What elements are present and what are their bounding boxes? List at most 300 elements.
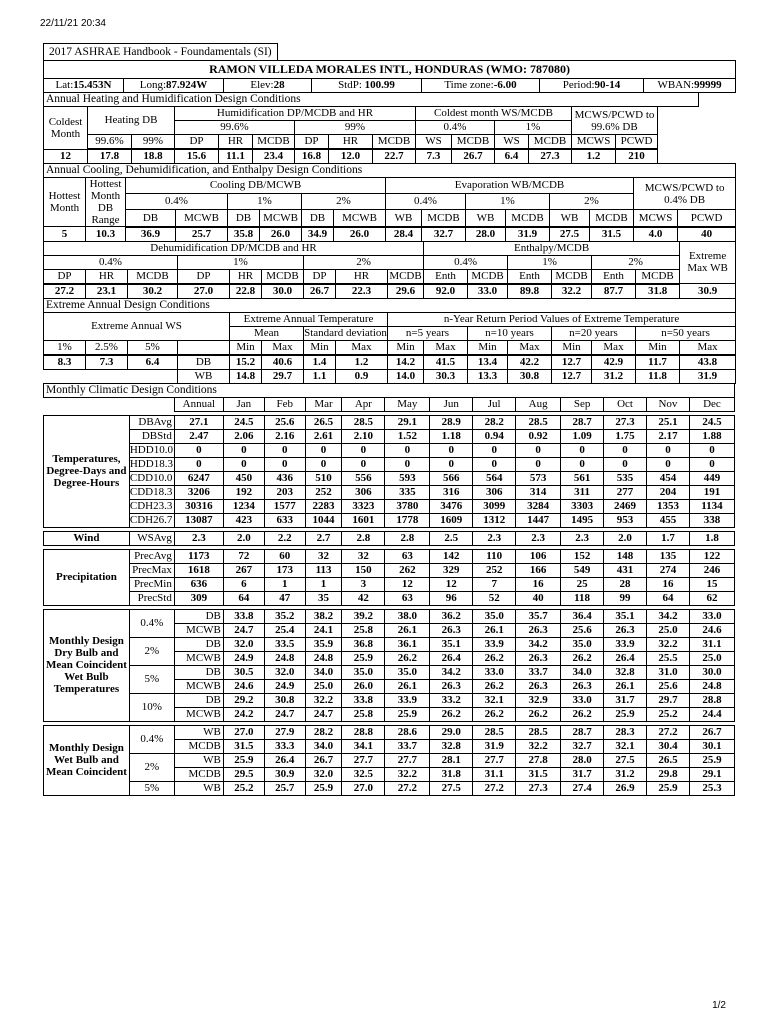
latitude: Lat:15.453N xyxy=(44,79,124,93)
monthly-value: 0 xyxy=(342,443,385,457)
heating-table xyxy=(43,92,735,164)
dehum-value: 32.2 xyxy=(552,284,592,299)
dehum-value: 23.1 xyxy=(86,284,128,299)
monthly-value: 6 xyxy=(223,577,264,591)
pct-header: 2% xyxy=(304,255,424,269)
monthly-value: 27.2 xyxy=(473,781,516,795)
row-label: CDH23.3 xyxy=(129,499,173,512)
monthly-value: 27.4 xyxy=(561,781,604,795)
month-header: Nov xyxy=(646,397,689,411)
monthly-value: 24.8 xyxy=(264,651,305,665)
period: Period:90-14 xyxy=(540,79,644,93)
monthly-value: 31.1 xyxy=(689,637,734,651)
monthly-value: 36.2 xyxy=(430,609,473,623)
cooling-value: 26.0 xyxy=(334,227,386,242)
monthly-value: 510 xyxy=(305,471,342,485)
monthly-value: 28.8 xyxy=(689,693,734,707)
monthly-value: 27.7 xyxy=(473,753,516,767)
elevation: Elev:28 xyxy=(224,79,312,93)
monthly-value: 556 xyxy=(342,471,385,485)
monthly-value: 28.2 xyxy=(305,725,342,739)
monthly-value: 25.6 xyxy=(646,679,689,693)
row-label: CDH26.7 xyxy=(129,513,173,526)
group-label: Precipitation xyxy=(44,549,130,605)
group-label: Monthly Design Dry Bulb and Mean Coincident Wet Bulb Temperatures xyxy=(44,609,130,721)
heating-value: 18.8 xyxy=(132,149,175,164)
col-header: PCWD xyxy=(678,210,736,227)
monthly-value: 106 xyxy=(516,549,561,563)
monthly-value: 33.9 xyxy=(385,693,430,707)
monthly-value: 449 xyxy=(689,471,734,485)
monthly-value: 32.8 xyxy=(604,665,647,679)
cooling-value: 4.0 xyxy=(634,227,678,242)
monthly-value: 32.0 xyxy=(264,665,305,679)
monthly-value: 32.5 xyxy=(342,767,385,781)
monthly-value: 436 xyxy=(264,471,305,485)
mean-header: Mean xyxy=(230,326,304,340)
dehum-header: Dehumidification DP/MCDB and HR xyxy=(44,241,424,255)
document-title: 2017 ASHRAE Handbook - Foundamentals (SI) xyxy=(43,43,278,61)
monthly-value: 12 xyxy=(385,577,430,591)
monthly-value: 35.0 xyxy=(385,665,430,679)
monthly-value: 191 xyxy=(689,485,734,499)
monthly-value: 26.3 xyxy=(516,623,561,637)
monthly-value: 26.4 xyxy=(430,651,473,665)
monthly-value: 29.1 xyxy=(385,415,430,429)
monthly-value: 3206 xyxy=(174,485,223,499)
dehum-value: 31.8 xyxy=(636,284,680,299)
row-label: DB xyxy=(174,609,223,623)
row-label: MCDB xyxy=(174,739,223,753)
monthly-value: 24.8 xyxy=(305,651,342,665)
max-header: Max xyxy=(262,340,304,355)
monthly-value: 27.8 xyxy=(516,753,561,767)
monthly-value: 36.1 xyxy=(385,637,430,651)
monthly-value: 150 xyxy=(342,563,385,577)
monthly-value: 122 xyxy=(689,549,734,563)
monthly-value: 35.9 xyxy=(305,637,342,651)
monthly-value: 24.6 xyxy=(689,623,734,637)
monthly-value: 2.0 xyxy=(604,531,647,545)
row-label: CDD18.3 xyxy=(129,485,173,498)
monthly-value: 423 xyxy=(223,513,264,527)
monthly-value: 2.3 xyxy=(174,531,223,545)
col-header: DP xyxy=(44,269,86,284)
monthly-value: 2.47 xyxy=(174,429,223,443)
monthly-value: 32.9 xyxy=(516,693,561,707)
extreme-db-value: 43.8 xyxy=(680,355,736,370)
monthly-value: 32.1 xyxy=(604,739,647,753)
extreme-section-title: Extreme Annual Design Conditions xyxy=(44,298,736,312)
design-conditions-sheet xyxy=(43,42,735,796)
row-label: MCWB xyxy=(174,679,223,693)
monthly-value: 35.1 xyxy=(430,637,473,651)
extreme-wb-value: 30.8 xyxy=(508,369,552,383)
monthly-value: 33.8 xyxy=(223,609,264,623)
monthly-value: 72 xyxy=(223,549,264,563)
monthly-value: 203 xyxy=(264,485,305,499)
monthly-value: 25.1 xyxy=(646,415,689,429)
monthly-value: 34.0 xyxy=(305,665,342,679)
monthly-value: 306 xyxy=(342,485,385,499)
monthly-value: 31.5 xyxy=(516,767,561,781)
monthly-value: 27.0 xyxy=(342,781,385,795)
extreme-db-value: 15.2 xyxy=(230,355,262,370)
col-header: WB xyxy=(386,210,422,227)
monthly-value: 311 xyxy=(561,485,604,499)
monthly-value: 25.9 xyxy=(689,753,734,767)
extreme-db-value: 1.2 xyxy=(336,355,388,370)
pct-header: 0.4% xyxy=(386,194,466,210)
cooling-value: 40 xyxy=(678,227,736,242)
cooling-value: 28.4 xyxy=(386,227,422,242)
monthly-value: 34.1 xyxy=(342,739,385,753)
col-header: MCWS xyxy=(572,135,616,150)
monthly-value: 38.2 xyxy=(305,609,342,623)
monthly-value: 33.3 xyxy=(264,739,305,753)
monthly-value: 28.8 xyxy=(342,725,385,739)
monthly-value: 2.5 xyxy=(430,531,473,545)
monthly-value: 338 xyxy=(689,513,734,527)
col-header: MCWS xyxy=(634,210,678,227)
monthly-value: 0 xyxy=(646,443,689,457)
monthly-value: 593 xyxy=(385,471,430,485)
monthly-value: 25.0 xyxy=(689,651,734,665)
heating-value: 12.0 xyxy=(329,149,373,164)
cooling-value: 35.8 xyxy=(228,227,260,242)
col-header: MCDB xyxy=(253,135,295,150)
monthly-value: 29.0 xyxy=(430,725,473,739)
monthly-value: 24.6 xyxy=(223,679,264,693)
monthly-value: 1601 xyxy=(342,513,385,527)
extreme-wb-value: 0.9 xyxy=(336,369,388,383)
monthly-value: 26.2 xyxy=(473,707,516,721)
monthly-value: 0 xyxy=(516,457,561,471)
dehum-value: 27.0 xyxy=(178,284,230,299)
col-header: DP xyxy=(304,269,336,284)
pct-label: 5% xyxy=(129,781,174,795)
monthly-value: 3323 xyxy=(342,499,385,513)
extreme-wb-value: 13.3 xyxy=(468,369,508,383)
heating-value: 6.4 xyxy=(495,149,529,164)
monthly-value: 27.1 xyxy=(174,415,223,429)
heating-value: 11.1 xyxy=(219,149,253,164)
coldest-month-header: Coldest Month xyxy=(44,107,88,150)
monthly-value: 2.3 xyxy=(561,531,604,545)
monthly-value: 33.5 xyxy=(264,637,305,651)
monthly-value: 1.18 xyxy=(430,429,473,443)
monthly-value: 27.7 xyxy=(385,753,430,767)
monthly-value: 1234 xyxy=(223,499,264,513)
monthly-value: 1173 xyxy=(174,549,223,563)
col-header: MCWB xyxy=(260,210,302,227)
monthly-value: 34.2 xyxy=(646,609,689,623)
monthly-value: 0 xyxy=(174,443,223,457)
std-header: Standard deviation xyxy=(304,327,387,339)
col-header: Enth xyxy=(508,269,552,284)
monthly-value: 36.8 xyxy=(342,637,385,651)
row-label: PrecMax xyxy=(129,563,174,577)
monthly-value: 32.0 xyxy=(305,767,342,781)
monthly-value: 26.1 xyxy=(473,623,516,637)
monthly-value: 32 xyxy=(342,549,385,563)
hum-99-header: 99% xyxy=(295,121,416,135)
col-header: WS xyxy=(495,135,529,150)
heating-value: 1.2 xyxy=(572,149,616,164)
monthly-value: 2.61 xyxy=(305,429,342,443)
monthly-value: 40 xyxy=(516,591,561,605)
monthly-value: 63 xyxy=(385,549,430,563)
monthly-value: 0 xyxy=(430,443,473,457)
monthly-value: 3476 xyxy=(430,499,473,513)
heating-value: 7.3 xyxy=(416,149,452,164)
dehum-value: 33.0 xyxy=(468,284,508,299)
monthly-value: 1495 xyxy=(561,513,604,527)
monthly-value: 33.2 xyxy=(430,693,473,707)
month-header: Jul xyxy=(473,397,516,411)
monthly-value: 135 xyxy=(646,549,689,563)
monthly-value: 535 xyxy=(604,471,647,485)
monthly-value: 35.0 xyxy=(342,665,385,679)
monthly-value: 24.9 xyxy=(264,679,305,693)
monthly-value: 33.0 xyxy=(561,693,604,707)
heating-value: 210 xyxy=(616,149,658,164)
month-header: Mar xyxy=(305,397,342,411)
dehum-value: 30.9 xyxy=(680,284,736,299)
pct-header: 1% xyxy=(228,194,302,210)
monthly-value: 26.5 xyxy=(646,753,689,767)
monthly-value: 33.9 xyxy=(604,637,647,651)
dehum-value: 26.7 xyxy=(304,284,336,299)
humidification-header: Humidification DP/MCDB and HR xyxy=(175,107,416,121)
monthly-value: 33.8 xyxy=(342,693,385,707)
monthly-value: 3303 xyxy=(561,499,604,513)
monthly-value: 1044 xyxy=(305,513,342,527)
monthly-value: 25.6 xyxy=(264,415,305,429)
row-label: WB xyxy=(174,725,223,739)
monthly-value: 549 xyxy=(561,563,604,577)
row-label: HDD10.0 xyxy=(129,443,173,456)
cooling-value: 31.9 xyxy=(506,227,550,242)
row-label: HDD18.3 xyxy=(129,457,173,470)
monthly-value: 0 xyxy=(473,443,516,457)
cooling-value: 26.0 xyxy=(260,227,302,242)
monthly-value: 246 xyxy=(689,563,734,577)
monthly-value: 38.0 xyxy=(385,609,430,623)
col-header: MCDB xyxy=(590,210,634,227)
group-label: Monthly Design Wet Bulb and Mean Coincident xyxy=(44,725,130,795)
monthly-value: 25.9 xyxy=(385,707,430,721)
monthly-value: 32.0 xyxy=(223,637,264,651)
dehum-value: 30.0 xyxy=(262,284,304,299)
extreme-wb-value: 30.3 xyxy=(424,369,468,383)
monthly-value: 26.3 xyxy=(430,623,473,637)
monthly-value: 28.5 xyxy=(516,415,561,429)
monthly-value: 32.2 xyxy=(646,637,689,651)
monthly-value: 28.9 xyxy=(430,415,473,429)
monthly-value: 31.7 xyxy=(561,767,604,781)
monthly-value: 29.2 xyxy=(223,693,264,707)
col-header: MCDB xyxy=(452,135,495,150)
monthly-value: 24.8 xyxy=(689,679,734,693)
extreme-wb-value: 31.2 xyxy=(592,369,636,383)
heating-value: 26.7 xyxy=(452,149,495,164)
monthly-value: 25.9 xyxy=(342,651,385,665)
heating-value: 22.7 xyxy=(373,149,416,164)
pct-label: 0.4% xyxy=(129,609,174,637)
monthly-value: 1609 xyxy=(430,513,473,527)
extreme-db-value: 11.7 xyxy=(636,355,680,370)
min-header: Min xyxy=(636,340,680,355)
pct-header: 0.4% xyxy=(44,255,178,269)
month-header: Jun xyxy=(430,397,473,411)
monthly-value: 15 xyxy=(689,577,734,591)
row-label: WB xyxy=(174,753,223,767)
std-pressure: StdP: 100.99 xyxy=(312,79,422,93)
cooling-value: 32.7 xyxy=(422,227,466,242)
monthly-value: 0 xyxy=(223,443,264,457)
monthly-value: 1447 xyxy=(516,513,561,527)
heating-value: 15.6 xyxy=(175,149,219,164)
monthly-value: 431 xyxy=(604,563,647,577)
monthly-value: 953 xyxy=(604,513,647,527)
monthly-value: 25.7 xyxy=(264,781,305,795)
month-header: Oct xyxy=(604,397,647,411)
n50-header: n=50 years xyxy=(636,326,736,340)
ws-value: 7.3 xyxy=(86,355,128,370)
row-label: WB xyxy=(174,781,223,795)
cooling-value: 31.5 xyxy=(590,227,634,242)
monthly-value: 28.7 xyxy=(561,415,604,429)
monthly-value: 2.10 xyxy=(342,429,385,443)
month-header: Aug xyxy=(516,397,561,411)
row-label: PrecAvg xyxy=(129,549,174,563)
monthly-value: 25.2 xyxy=(223,781,264,795)
heating-value: 17.8 xyxy=(88,149,132,164)
max-header: Max xyxy=(424,340,468,355)
max-header: Max xyxy=(508,340,552,355)
heating-values-row xyxy=(44,149,735,164)
monthly-value: 25.0 xyxy=(646,623,689,637)
monthly-value: 42 xyxy=(342,591,385,605)
monthly-value: 1577 xyxy=(264,499,305,513)
col-header: MCDB xyxy=(373,135,416,150)
row-label: MCWB xyxy=(174,707,223,721)
heating-col-headers xyxy=(44,135,735,150)
extreme-db-value: 40.6 xyxy=(262,355,304,370)
pct-header: 2% xyxy=(302,194,386,210)
row-label: MCWB xyxy=(174,651,223,665)
monthly-value: 25.9 xyxy=(305,781,342,795)
heating-value: 23.4 xyxy=(253,149,295,164)
monthly-value: 32 xyxy=(305,549,342,563)
monthly-value: 24.5 xyxy=(689,415,734,429)
monthly-value: 2.3 xyxy=(516,531,561,545)
monthly-value: 35.7 xyxy=(516,609,561,623)
monthly-value: 306 xyxy=(473,485,516,499)
monthly-value: 26.7 xyxy=(305,753,342,767)
extreme-wb-value: 12.7 xyxy=(552,369,592,383)
monthly-value: 16 xyxy=(646,577,689,591)
monthly-value: 28.6 xyxy=(385,725,430,739)
monthly-value: 16 xyxy=(516,577,561,591)
time-zone: Time zone:-6.00 xyxy=(422,79,540,93)
row-label: DB xyxy=(174,693,223,707)
monthly-value: 26.2 xyxy=(561,651,604,665)
extreme-wb-value: 14.8 xyxy=(230,369,262,383)
monthly-value: 28.3 xyxy=(604,725,647,739)
monthly-value: 39.2 xyxy=(342,609,385,623)
monthly-value: 32.2 xyxy=(385,767,430,781)
row-label: WSAvg xyxy=(129,531,174,545)
wban: WBAN:99999 xyxy=(644,79,736,93)
monthly-value: 274 xyxy=(646,563,689,577)
monthly-value: 0 xyxy=(385,443,430,457)
monthly-value: 2.8 xyxy=(385,531,430,545)
dehum-value: 89.8 xyxy=(508,284,552,299)
dehum-value: 29.6 xyxy=(388,284,424,299)
extreme-wb-value: 1.1 xyxy=(304,369,336,383)
longitude: Long:87.924W xyxy=(124,79,224,93)
col-header: PCWD xyxy=(616,135,658,150)
row-label: PrecStd xyxy=(129,591,174,605)
monthly-value: 24.7 xyxy=(223,623,264,637)
monthly-value: 26.3 xyxy=(516,651,561,665)
mcws-pcwd-header: MCWS/PCWD to 99.6% DB xyxy=(572,107,658,135)
monthly-value: 24.7 xyxy=(264,707,305,721)
monthly-value: 24.7 xyxy=(305,707,342,721)
monthly-value: 28 xyxy=(604,577,647,591)
col-header: WB xyxy=(550,210,590,227)
monthly-value: 335 xyxy=(385,485,430,499)
monthly-value: 27.0 xyxy=(223,725,264,739)
monthly-value: 454 xyxy=(646,471,689,485)
month-header: Dec xyxy=(689,397,734,411)
month-header: Annual xyxy=(174,397,223,411)
mcws-04-header: MCWS/PCWD to 0.4% DB xyxy=(634,178,736,210)
monthly-value: 27.2 xyxy=(646,725,689,739)
extreme-db-value: 12.7 xyxy=(552,355,592,370)
col-header: DP xyxy=(295,135,329,150)
monthly-value: 33.0 xyxy=(473,665,516,679)
wb-label: WB xyxy=(178,369,230,383)
monthly-value: 60 xyxy=(264,549,305,563)
monthly-value: 0 xyxy=(430,457,473,471)
pct-header: 1% xyxy=(466,194,550,210)
monthly-value: 26.3 xyxy=(604,623,647,637)
row-label: DBStd xyxy=(129,429,174,443)
extreme-db-value: 42.2 xyxy=(508,355,552,370)
monthly-value: 0 xyxy=(385,457,430,471)
monthly-value: 30.9 xyxy=(264,767,305,781)
monthly-value: 316 xyxy=(430,485,473,499)
ws-1-header: 1% xyxy=(495,121,572,135)
monthly-value: 30.0 xyxy=(689,665,734,679)
monthly-value: 2.16 xyxy=(264,429,305,443)
monthly-value: 2.17 xyxy=(646,429,689,443)
monthly-value: 24.5 xyxy=(223,415,264,429)
monthly-value: 2.0 xyxy=(223,531,264,545)
n5-header: n=5 years xyxy=(388,326,468,340)
monthly-value: 35 xyxy=(305,591,342,605)
blank xyxy=(699,149,735,164)
heating-value: 16.8 xyxy=(295,149,329,164)
n10-header: n=10 years xyxy=(468,326,552,340)
row-label: DBAvg xyxy=(129,415,174,429)
dehum-value: 22.3 xyxy=(336,284,388,299)
extreme-table xyxy=(43,298,736,384)
monthly-value: 24.4 xyxy=(689,707,734,721)
